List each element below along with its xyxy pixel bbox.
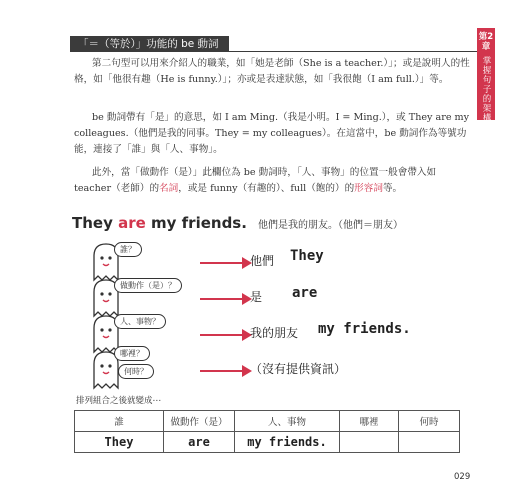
chapter-side-tab: [477, 28, 495, 123]
row-english: my friends.: [318, 321, 411, 337]
page-number: 029: [454, 472, 471, 482]
table-cell: [340, 432, 399, 453]
example-verb: are: [118, 214, 146, 232]
paragraph-3: [74, 165, 474, 197]
summary-table: [74, 410, 460, 453]
row-english: They: [290, 248, 324, 264]
table-cell: They: [75, 432, 164, 453]
paragraph-2: be 動詞帶有「是」的意思，如 I am Ming.（我是小明。I = Ming.），或 They are my colleagues.（他們是我的同事。They = my colleagues）。在這當中，be 動詞作為等號功能，連接了「誰」與「人、事物」。: [74, 112, 470, 155]
noun-highlight: 名詞: [159, 183, 179, 194]
example-sentence: [72, 213, 403, 232]
table-cell: my friends.: [235, 432, 340, 453]
example-complement: my friends.: [145, 214, 247, 232]
table-header-row: [75, 411, 460, 432]
table-header-cell: 誰: [75, 411, 164, 432]
question-bubble: 何時？: [118, 364, 154, 379]
section-header: [70, 36, 486, 52]
breakdown-row-where-when: [88, 348, 488, 392]
paragraph-3-text: ，或是 funny（有趣的）、full（飽的）的: [178, 183, 355, 194]
table-cell: [399, 432, 460, 453]
question-bubble: 做動作（是）？: [114, 278, 182, 293]
table-header-cell: 何時: [399, 411, 460, 432]
chapter-title: 掌握句子的架構: [481, 56, 491, 123]
table-header-cell: 人、事物: [235, 411, 340, 432]
example-english: [72, 214, 247, 232]
section-title: 「＝（等於）」功能的 be 動詞: [70, 36, 229, 52]
table-header-cell: 做動作（是）: [164, 411, 235, 432]
example-subject: They: [72, 214, 119, 232]
paragraph-1: 第二句型可以用來介紹人的職業，如「她是老師（She is a teacher.）」；或是說明人的性格，如「他很有趣（He is funny.）」；亦或是表達狀態，如「我很飽（I am full.）」等。: [74, 58, 470, 85]
adjective-highlight: 形容詞: [354, 183, 383, 194]
table-row: [75, 432, 460, 453]
paragraph-3-text: 此外，當「做動作（是）」此欄位為 be 動詞時，「人、事物」的位置一般會帶入如 teacher（老師）的: [74, 167, 437, 194]
chapter-number: 第2章: [478, 32, 494, 52]
table-header-cell: 哪裡: [340, 411, 399, 432]
row-chinese: 我的朋友: [250, 326, 299, 340]
example-translation: 他們是我的朋友。（他們＝朋友）: [258, 220, 404, 231]
row-english: are: [292, 285, 318, 301]
section-rule: [70, 51, 486, 52]
question-bubble: 人、事物？: [114, 314, 166, 329]
question-bubble: 哪裡？: [114, 346, 150, 361]
row-chinese: 是: [250, 290, 263, 304]
row-chinese: 他們: [250, 254, 275, 268]
paragraph-3-text: 等。: [382, 183, 403, 194]
question-bubble: 誰？: [114, 242, 142, 257]
row-chinese: （沒有提供資訊）: [250, 362, 347, 376]
table-caption: 排列組合之後就變成⋯: [76, 396, 162, 406]
table-cell: are: [164, 432, 235, 453]
